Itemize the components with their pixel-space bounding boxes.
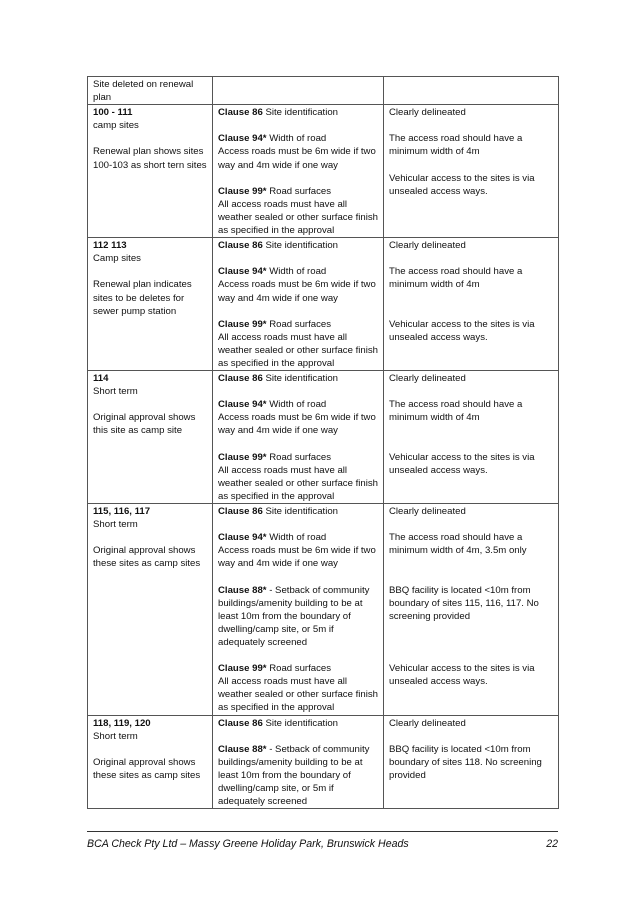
clause-number: Clause 86 <box>218 107 263 119</box>
clause-title: Site identification <box>262 717 339 729</box>
site-id: 115, 116, 117 <box>93 506 151 517</box>
table-row <box>88 715 559 809</box>
clause-number: Clause 88* <box>218 584 267 596</box>
clause-title: - Setback of community buildings/amenity building to be at least 10m from the boundary of dwelling/camp site, or 5m if adequately screened <box>218 584 370 648</box>
site-cell <box>88 77 213 105</box>
clause-cell <box>213 715 384 809</box>
finding: Vehicular access to the sites is via unsealed access ways. <box>389 172 535 197</box>
clause-number: Clause 94* <box>218 399 267 411</box>
clause-title: Road surfaces <box>266 185 332 197</box>
finding: Vehicular access to the sites is via unsealed access ways. <box>389 663 535 688</box>
clause-cell <box>213 371 384 504</box>
clause-title: Site identification <box>262 373 339 385</box>
clause-number: Clause 94* <box>218 133 267 145</box>
finding-cell <box>384 105 559 238</box>
clause-title: Width of road <box>266 532 327 544</box>
clause-desc: All access roads must have all weather sealed or other surface finish as specified in the approval <box>218 676 378 714</box>
clause-number: Clause 94* <box>218 532 267 544</box>
clause-desc: Access roads must be 6m wide if two way and 4m wide if one way <box>218 146 376 171</box>
site-type: camp sites <box>93 120 139 132</box>
clause-desc: All access roads must have all weather sealed or other surface finish as specified in the approval <box>218 198 378 237</box>
clause-number: Clause 99* <box>218 185 267 197</box>
finding: Clearly delineated <box>389 717 466 729</box>
site-cell <box>88 715 213 809</box>
site-cell <box>88 105 213 238</box>
finding-cell <box>384 238 559 371</box>
site-note: Original approval shows these sites as camp sites <box>93 545 201 570</box>
finding-cell <box>384 504 559 716</box>
clause-number: Clause 86 <box>218 240 263 252</box>
clause-number: Clause 94* <box>218 266 267 278</box>
finding: The access road should have a minimum width of 4m, 3.5m only <box>389 532 527 557</box>
site-note: Renewal plan indicates sites to be deletes for sewer pump station <box>93 279 192 317</box>
clause-cell <box>213 105 384 238</box>
finding-cell <box>384 715 559 809</box>
site-id: 100 - 111 <box>93 107 133 119</box>
clause-title: Road surfaces <box>266 451 332 463</box>
finding: Clearly delineated <box>389 373 466 385</box>
clause-cell <box>213 238 384 371</box>
finding: The access road should have a minimum width of 4m <box>389 266 523 291</box>
finding: Clearly delineated <box>389 240 466 252</box>
clause-number: Clause 86 <box>218 717 263 729</box>
finding: The access road should have a minimum width of 4m <box>389 399 523 424</box>
finding: Vehicular access to the sites is via unsealed access ways. <box>389 451 535 476</box>
site-id: 112 113 <box>93 240 127 252</box>
site-type: Camp sites <box>93 253 141 265</box>
table-row <box>88 371 559 504</box>
site-cell <box>88 371 213 504</box>
finding-cell <box>384 77 559 105</box>
table-row <box>88 105 559 238</box>
finding: Clearly delineated <box>389 506 466 517</box>
footer-text: BCA Check Pty Ltd – Massy Greene Holiday Park, Brunswick Heads <box>87 838 409 850</box>
clause-desc: Access roads must be 6m wide if two way and 4m wide if one way <box>218 279 376 304</box>
clause-title: Site identification <box>262 240 339 252</box>
site-id: 118, 119, 120 <box>93 717 151 729</box>
site-note: Original approval shows these sites as camp sites <box>93 756 201 781</box>
table-row <box>88 77 559 105</box>
finding-cell <box>384 371 559 504</box>
table-row <box>88 504 559 716</box>
clause-title: - Setback of community buildings/amenity building to be at least 10m from the boundary of dwelling/camp site, or 5m if adequately screened <box>218 743 370 808</box>
clause-desc: All access roads must have all weather sealed or other surface finish as specified in the approval <box>218 464 378 502</box>
clause-number: Clause 86 <box>218 506 263 517</box>
site-note: Original approval shows this site as camp site <box>93 412 196 437</box>
clause-title: Site identification <box>262 107 339 119</box>
footer-rule <box>87 831 558 832</box>
clause-title: Width of road <box>266 399 327 411</box>
compliance-table <box>87 76 559 809</box>
clause-number: Clause 99* <box>218 451 267 463</box>
clause-number: Clause 99* <box>218 663 267 675</box>
table-row <box>88 238 559 371</box>
site-cell <box>88 238 213 371</box>
site-note: Site deleted on renewal plan <box>93 79 194 104</box>
clause-desc: Access roads must be 6m wide if two way and 4m wide if one way <box>218 412 376 437</box>
clause-cell <box>213 504 384 716</box>
clause-desc: Access roads must be 6m wide if two way and 4m wide if one way <box>218 545 376 570</box>
site-type: Short term <box>93 730 138 742</box>
clause-title: Width of road <box>266 266 327 278</box>
clause-title: Width of road <box>266 133 327 145</box>
clause-title: Road surfaces <box>266 663 332 675</box>
page-number: 22 <box>546 838 558 850</box>
site-note: Renewal plan shows sites 100-103 as short tern sites <box>93 146 207 171</box>
site-type: Short term <box>93 519 138 531</box>
site-id: 114 <box>93 373 109 385</box>
clause-number: Clause 99* <box>218 318 267 330</box>
finding: BBQ facility is located <10m from boundary of sites 115, 116, 117. No screening provided <box>389 584 539 622</box>
clause-title: Site identification <box>262 506 339 517</box>
clause-cell <box>213 77 384 105</box>
site-type: Short term <box>93 386 138 398</box>
clause-number: Clause 86 <box>218 373 263 385</box>
finding: BBQ facility is located <10m from boundary of sites 118. No screening provided <box>389 743 542 781</box>
finding: The access road should have a minimum width of 4m <box>389 133 523 158</box>
finding: Vehicular access to the sites is via unsealed access ways. <box>389 318 535 343</box>
clause-title: Road surfaces <box>266 318 332 330</box>
clause-number: Clause 88* <box>218 743 267 755</box>
clause-desc: All access roads must have all weather sealed or other surface finish as specified in the approval <box>218 331 378 369</box>
finding: Clearly delineated <box>389 107 466 119</box>
site-cell <box>88 504 213 716</box>
